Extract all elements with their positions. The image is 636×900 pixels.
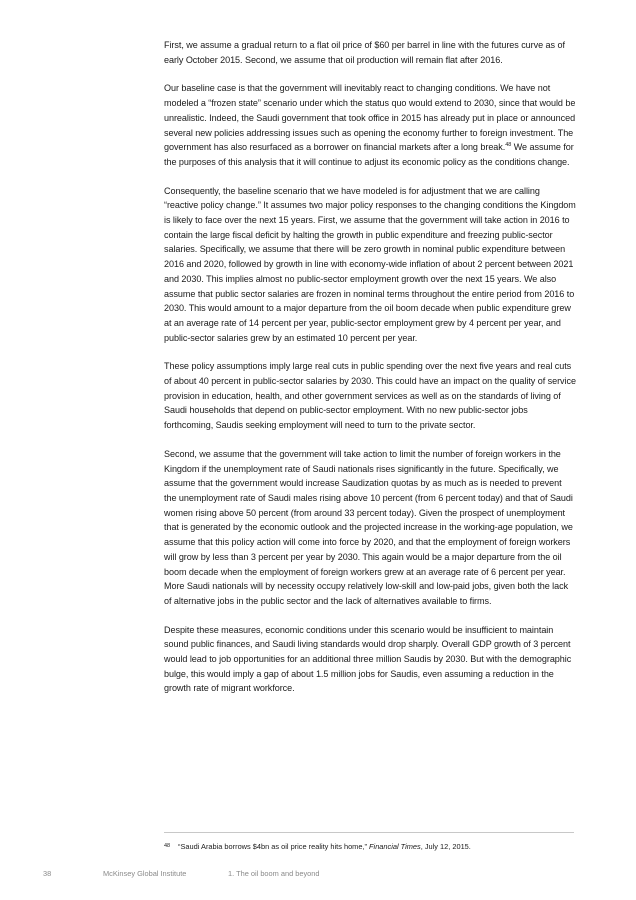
footnote-date: , July 12, 2015. [420, 842, 471, 851]
paragraph-reactive-policy-change: Consequently, the baseline scenario that we have modeled is for adjustment that we are calling “reactive policy change.” It assumes two major policy responses to the changing conditions the Kingdom is likely to face over the next 15 years. First, we assume that the government will take action in 2016 to contain the large fiscal deficit by halting the growth in public expenditure and freezing public-sector salaries. Specifically, we assume that there will be zero growth in nominal public expenditure between 2016 and 2020, followed by growth in line with economy-wide inflation of about 2 percent between 2021 and 2030. This implies almost no public-sector employment growth over the next 15 years. We also assume that public sector salaries are frozen in nominal terms throughout the entire period from 2016 to 2030. This would amount to a major departure from the oil boom decade when public expenditure grew at an average rate of 14 percent per year, public-sector employment grew by 4 percent per year, and public-sector salaries grew by an estimated 10 percent per year. [164, 185, 576, 343]
footnote-source: Financial Times [369, 842, 421, 851]
footnote-divider [164, 832, 574, 833]
page-number: 38 [43, 869, 52, 878]
footnote-text: “Saudi Arabia borrows $4bn as oil price reality hits home,” [178, 842, 370, 851]
chapter-title: 1. The oil boom and beyond [228, 869, 320, 878]
publisher-name: McKinsey Global Institute [103, 869, 187, 878]
paragraph-foreign-workers: Second, we assume that the government will take action to limit the number of foreign workers in the Kingdom if the unemployment rate of Saudi nationals rises significantly in the future. Specifically, we assume that the government would increase Saudization quotas by as much as is needed to prevent the unemployment rate of Saudi males rising above 10 percent (from 6 percent today) and that of Saudi women rising above 50 percent (from around 33 percent today). Given the prospect of unemployment that is generated by the economic outlook and the projected increase in the working-age population, we assume that this policy action will come into force by 2020, and that the employment of foreign workers will grow by less than 3 percent per year by 2030. This again would be a major departure from the oil boom decade when the employment of foreign workers grew at an average rate of 6 percent per year. More Saudi nationals will by necessity occupy relatively low-skill and low-paid jobs, given both the lack of alternative jobs in the public sector and the lack of alternatives available to firms. [164, 448, 573, 606]
paragraph-baseline-case-text: Our baseline case is that the government will inevitably react to changing conditions. We have not modeled a “frozen state” scenario under which the status quo would extend to 2030, since that would be unrealistic. Indeed, the Saudi government that took office in 2015 has already put in place or announced several new policies addressing issues such as opening the economy further to foreign investment. The government has also resurfaced as a borrower on financial markets after a long break. [164, 83, 576, 153]
paragraph-oil-price-assumption: First, we assume a gradual return to a flat oil price of $60 per barrel in line with the futures curve as of early October 2015. Second, we assume that oil production will remain flat after 2016. [164, 40, 565, 65]
footnote-number: 48 [164, 843, 171, 849]
paragraph-baseline-case [164, 81, 576, 169]
footnote-reference[interactable]: 48 [505, 142, 512, 149]
footnote [164, 841, 576, 852]
body-text [164, 38, 576, 710]
paragraph-spending-cuts: These policy assumptions imply large real cuts in public spending over the next five years and real cuts of about 40 percent in public-sector salaries by 2030. This could have an impact on the quality of service provision in education, health, and other government services as well as on the standards of living of Saudi households that depend on public-sector employment. With no new public-sector jobs forthcoming, Saudis seeking employment will need to turn to the private sector. [164, 361, 576, 431]
paragraph-baseline-case-continuation: We assume for the purposes of this analysis that it will continue to adjust its economic policy as the conditions change. [164, 142, 574, 167]
paragraph-economic-conditions: Despite these measures, economic conditions under this scenario would be insufficient to maintain sound public finances, and Saudi living standards would drop sharply. Overall GDP growth of 3 percent would lead to job opportunities for an additional three million Saudis by 2030. But with the demographic bulge, this would imply a gap of about 1.5 million jobs for Saudis, even assuming a reduction in the growth rate of migrant workforce. [164, 624, 572, 694]
